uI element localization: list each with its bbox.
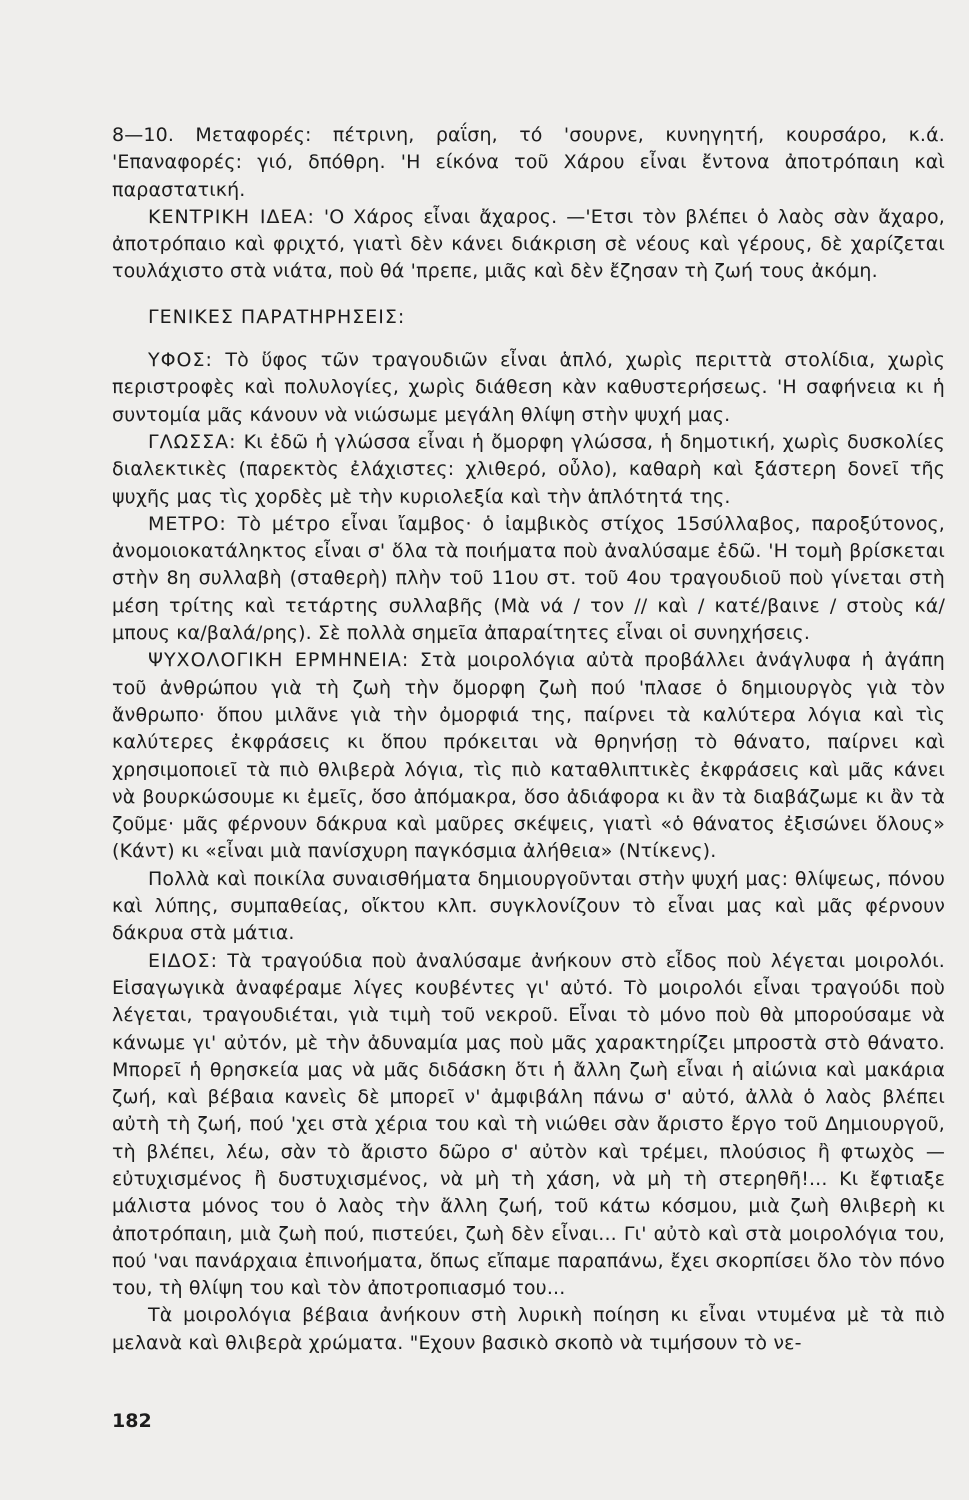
- paragraph-emotions: Πολλὰ καὶ ποικίλα συναισθήματα δημιουργοῦνται στὴν ψυχή μας: θλίψεως, πόνου καὶ λύπης, συμπαθείας, οἴκτου κλπ. συγκλονίζουν τὸ εἶναι μας καὶ μᾶς φέρνουν δάκρυα στὰ μάτια.: [112, 867, 945, 945]
- section-heading: ΓΕΝΙΚΕΣ ΠΑΡΑΤΗΡΗΣΕΙΣ:: [148, 305, 406, 328]
- label-meter: ΜΕΤΡΟ:: [148, 512, 227, 535]
- paragraph-genre: [112, 948, 945, 1303]
- text-genre: Τὰ τραγούδια ποὺ ἀναλύσαμε ἀνήκουν στὸ εἶδος ποὺ λέγεται μοιρολόι. Εἰσαγωγικὰ ἀναφέραμε λίγες κουβέντες γι' αὐτό. Τὸ μοιρολόι εἶναι τραγούδι ποὺ λέγεται, τραγουδιέται, γιὰ τιμὴ τοῦ νεκροῦ. Εἶναι τὸ μόνο ποὺ θὰ μπορούσαμε νὰ κάνωμε γι' αὐτόν, μὲ τὴν ἀδυναμία μας ποὺ μᾶς χαρακτηρίζει μπροστὰ στὸ θάνατο. Μπορεῖ ἡ θρησκεία μας νὰ μᾶς διδάσκη ὅτι ἡ ἄλλη ζωὴ εἶναι ἡ αἰώνια καὶ μακάρια ζωή, καὶ βέβαια κανεὶς δὲ μπορεῖ ν' ἀμφιβάλη πάνω σ' αὐτό, ἀλλὰ ὁ λαὸς βλέπει αὐτὴ τὴ ζωή, πού 'χει στὰ χέρια του καὶ τὴ νιώθει σὰν ἄριστο ἔργο τοῦ Δημιουργοῦ, τὴ βλέπει, λέω, σὰν τὸ ἄριστο δῶρο σ' αὐτὸν καὶ τρέμει, πλούσιος ἢ φτωχὸς — εὐτυχισμένος ἢ δυστυχισμένος, νὰ μὴ τὴ χάση, νὰ μὴ τὴ στερηθῆ!... Κι ἔφτιαξε μάλιστα μόνος του ὁ λαὸς τὴν ἄλλη ζωή, τοῦ κάτω κόσμου, μιὰ ζωὴ θλιβερὴ κι ἀποτρόπαιη, μιὰ ζωὴ πού, πιστεύει, ζωὴ δὲν εἶναι... Γι' αὐτὸ καὶ στὰ μοιρολόγια του, πού 'ναι πανάρχαια ἐπινοήματα, ὅπως εἴπαμε παραπάνω, ἔχει σκορπίσει ὅλο τὸν πόνο του, τὴ θλίψη του καὶ τὸν ἀποτροπιασμό του...: [112, 949, 945, 1300]
- paragraph-style: [112, 347, 945, 429]
- body-text: [112, 122, 945, 1357]
- label-psychology: ΨΥΧΟΛΟΓΙΚΗ ΕΡΜΗΝΕΙΑ:: [148, 649, 410, 672]
- label-central-idea: ΚΕΝΤΡΙΚΗ ΙΔΕΑ:: [148, 205, 315, 228]
- paragraph-meter: [112, 511, 945, 647]
- label-language: ΓΛΩΣΣΑ:: [148, 430, 237, 453]
- label-style: ΥΦΟΣ:: [148, 349, 213, 372]
- paragraph-central-idea: [112, 204, 945, 286]
- paragraph-psychology: [112, 647, 945, 865]
- text-language: Κι ἐδῶ ἡ γλώσσα εἶναι ἡ ὄμορφη γλώσσα, ἡ δημοτική, χωρὶς δυσκολίες διαλεκτικὲς (παρεκτὸς ἐλάχιστες: χλιθερό, οὖλο), καθαρὴ καὶ ξάστερη δονεῖ τῆς ψυχῆς μας τὶς χορδὲς μὲ τὴν κυριολεξία καὶ τὴν ἁπλότητά της.: [112, 430, 945, 508]
- text-meter: Τὸ μέτρο εἶναι ἴαμβος· ὁ ἰαμβικὸς στίχος 15σύλλαβος, παροξύτονος, ἀνομοιοκατάληκτος εἶναι σ' ὅλα τὰ ποιήματα ποὺ ἀναλύσαμε ἐδῶ. 'Η τομὴ βρίσκεται στὴν 8η συλλαβὴ (σταθερὴ) πλὴν τοῦ 11ου στ. τοῦ 4ου τραγουδιοῦ ποὺ γίνεται στὴ μέση τρίτης καὶ τετάρτης συλλαβῆς (Μὰ νά / τον // καὶ / κατέ/βαινε / στοὺς κά/μπους κα/βαλά/ρης). Σὲ πολλὰ σημεῖα ἀπαραίτητες εἶναι οἱ συνηχήσεις.: [112, 512, 945, 645]
- label-genre: ΕΙΔΟΣ:: [148, 949, 218, 972]
- paragraph-lyric: Τὰ μοιρολόγια βέβαια ἀνήκουν στὴ λυρικὴ ποίηση κι εἶναι ντυμένα μὲ τὰ πιὸ μελανὰ καὶ θλιβερὰ χρώματα. "Εχουν βασικὸ σκοπὸ νὰ τιμήσουν τὸ νε-: [112, 1304, 945, 1354]
- paragraph-metaphors: 8—10. Μεταφορές: πέτρινη, ραΐση, τό 'σουρνε, κυνηγητή, κουρσάρο, κ.ά. 'Επαναφορές: γιό, δπόθρη. 'Η είκόνα τοῦ Χάρου εἶναι ἔντονα ἀποτρόπαιη καὶ παραστατική.: [112, 124, 945, 201]
- text-style: Τὸ ὕφος τῶν τραγουδιῶν εἶναι ἁπλό, χωρὶς περιττὰ στολίδια, χωρὶς περιστροφὲς καὶ πολυλογίες, χωρὶς διάθεση κὰν καθυστερήσεως. 'Η σαφήνεια κι ἡ συντομία μᾶς κάνουν νὰ νιώσωμε μεγάλη θλίψη στὴν ψυχή μας.: [112, 349, 945, 426]
- text-central-idea: 'Ο Χάρος εἶναι ἄχαρος. —'Ετσι τὸν βλέπει ὁ λαὸς σὰν ἄχαρο, ἀποτρόπαιο καὶ φριχτό, γιατὶ δὲν κάνει διάκριση σὲ νέους καὶ γέρους, δὲ χαρίζεται τουλάχιστο στὰ νιάτα, ποὺ θά 'πρεπε, μιᾶς καὶ δὲν ἔζησαν τὴ ζωή τους ἀκόμη.: [112, 205, 945, 283]
- paragraph-language: [112, 429, 945, 511]
- text-psychology: Στὰ μοιρολόγια αὐτὰ προβάλλει ἀνάγλυφα ἡ ἀγάπη τοῦ ἀνθρώπου γιὰ τὴ ζωὴ τὴν ὄμορφη ζωὴ πού 'πλασε ὁ δημιουργὸς γιὰ τὸν ἄνθρωπο· ὅπου μιλᾶνε γιὰ τὴν ὀμορφιά της, παίρνει τὰ καλύτερα λόγια καὶ τὶς καλύτερες ἐκφράσεις κι ὅπου πρόκειται νὰ θρηνήσῃ τὸ θάνατο, παίρνει καὶ χρησιμοποιεῖ τὰ πιὸ θλιβερὰ λόγια, τὶς πιὸ καταθλιπτικὲς ἐκφράσεις καὶ μᾶς κάνει νὰ βουρκώσουμε κι ἐμεῖς, ὅσο ἀπόμακρα, ὅσο ἀδιάφορα κι ἂν τὰ διαβάζωμε κι ἂν τὰ ζοῦμε· μᾶς φέρνουν δάκρυα καὶ μαῦρες σκέψεις, γιατὶ «ὁ θάνατος ἐξισώνει ὅλους» (Κάντ) κι «εἶναι μιὰ πανίσχυρη παγκόσμια ἀλήθεια» (Ντίκενς).: [112, 649, 945, 863]
- page-number: 182: [112, 1410, 152, 1432]
